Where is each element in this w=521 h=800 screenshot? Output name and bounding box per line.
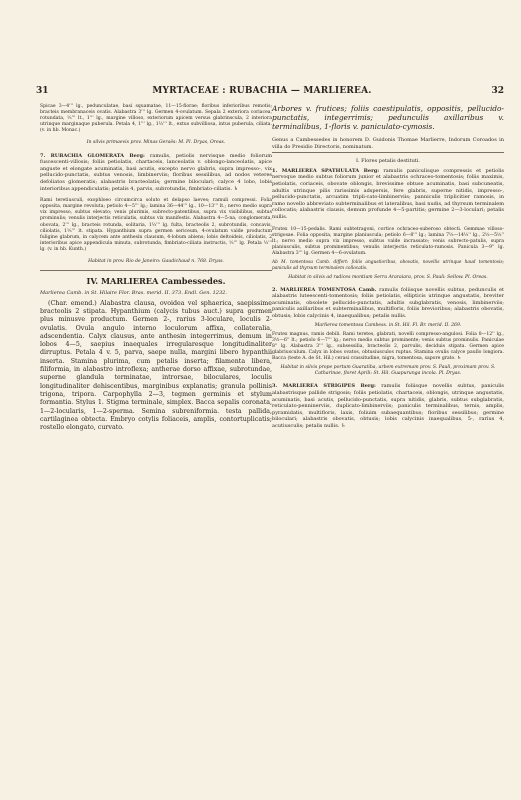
- species-entry: [272, 287, 504, 320]
- species-title: 2. MARLIEREA TOMENTOSA Camb.: [272, 286, 377, 293]
- species-title: 3. MARLIEREA STRIGIPES Berg:: [272, 383, 376, 390]
- running-header: [20, 86, 504, 100]
- species-note: Ab M. tomentosa Camb. differt: foliis angustioribus, obovatis, novellis utrinque haud tomentosis; paniculis ad thyrsum terminalem collocatis.: [272, 260, 504, 271]
- left-column: [40, 104, 272, 432]
- genus-citation: Marlierea Camb. in St. Hilaire Flor. Bras. merid. II. 373. Endl. Gen. 1232.: [40, 290, 227, 297]
- running-title: MYRTACEAE : RUBACHIA — MARLIEREA.: [152, 86, 372, 96]
- genus-habit: Arbores v. frutices; foliis caestipulatis, oppositis, pellucido-punctatis, integerrimis; pedunculis axillaribus v. terminalibus, 1-floris v. paniculato-cymosis.: [272, 104, 504, 131]
- genus-heading: IV. MARLIEREA Cambessedes.: [86, 276, 226, 287]
- habitat-note: In silvis primaevis prov. Minas Geraës: M. Pl. Dryas, Oreas.: [86, 140, 226, 146]
- species-citation: Marlierea tomentosa Cambess. in St. Hil. Fl. Br. merid. II. 269.: [314, 322, 462, 328]
- right-column: [272, 104, 504, 430]
- species-entry: [40, 153, 272, 193]
- habitat-note: Habitat in silvis prope portum Guaratiba, urbem extremam prov. S. Pauli, proximam prov. S. Catharinae, floret Aprili: St. Hil. Guapurunga incola. Pl. Dryas.: [280, 365, 496, 377]
- species-diagnosis: ramulis foliisque novellis subtus, paniculis alabastrisque pallide strigosis; foliis petiolatis, chartaceis, oblongis, utrinque angustatis, acuminatis, basi acutis, pellucido-punctatis, supra nitidis, glabris, subtus subglabratis, reticulato-penninerviis, duplicato-limbinerviis; paniculis terminalibus, ternis, amplis, pyramidatis, multifloris, laxis, foliuim subaequantibus; floribus sessilibus; germine biloculari; alabastris obovatis, obtusis; lobis calycinis inaequalibus, 5-, rarius 4, acutiusculis; petalis nullis. ♄: [272, 383, 504, 429]
- genus-description: (Char. emend.) Alabastra clausa, ovoidea vel sphaerica, saepissime bracteolis 2 stipata. Hypanthium (calycis tubus auct.) supra germen plus minusve productum. Germen 2-, rarius 3-loculare, loculis 2-ovulatis. Ovula angulo interno loculorum affixa, collateralia, adscendentia. Calyx clausus, ante anthesin integerrimus, demum in lobos 4—5, saepius inaequales irregularesque longitudinaliter dirruptus. Petala 4 v. 5, parva, saepe nulla, margini libero hypanthii inserta. Stamina plurima, cum petalis inserta; filamenta libera, filiformia, in alabastro introflexa; antherae dorso affixae, subrotundae, superne glandula terminatae, introrsae, biloculares, loculis longitudinaliter dehiscentibus, marginibus explanatis; granula pollinis trigona, tripora. Carpophylla 2—3, tegmen germinis et stylum formantia. Stylus 1. Stigma terminale, simplex. Bacca sepalis coronata, 1—2-locularis, 1—2-sperma. Semina subreniformia. testa pallida, cartilaginea obtecta. Embryo cotylis foliaceis, amplis, contortuplicatis; rostello elongato, curvato.: [40, 299, 272, 432]
- species-detail: Rami teretiusculi, exophloeo circumcirca soluto et delapso laeves; ramuli compressi. Folia opposita, margine revoluta; petiolo 4—5''' lg.; lamina 36—44''' lg., 10—13''' lt.; nervo medio supra vix impresso, subtus elevato; venis plurimis, subrecto-patentibus, supra vix visibilibus, subtus prominulis; venulis interjectis reticulatis, subtus vix manifestis. Alabastra 4—5-na, conglomerata, obovata, 2''' lg., bracteis rotunda, solitaria, 1⅓''' lg. fulta, bracteolis 2, subrotundis, concavis, ciliolatis, 1⅓''' lt. stipata. Hypanthium supra germen sericeum, 4-ovulatum valde productum fuligine glabrum, in calycem ante anthesin clausum, 4-lobum abiens; lobis deltoideis, ciliolatis, 2 interioribus apice appendicula minuta, subrotunda, fimbriato-ciliata instructis, ⅓''' lg. Petala ⅓''' lg. (v. in hb. Kunth.): [40, 198, 272, 252]
- species-entry: [272, 383, 504, 429]
- species-entry: [272, 168, 504, 221]
- species-diagnosis: ramulis, petiolis nervisque medio foliorum fuscescenti-villosis; foliis petiolatis, chartaceis, lanceolatis v. oblongo-lanceolatis, apice anguste et elongate acuminatis, basi acutis, excepto nervo glabris, supra impresso-, vix pellucido-punctatis, subtus venosis, limbinerviis; floribus sessilibus, ad nodos veteres defoliatos glomeratis; alabastris bracteolatis; germine biloculari; calyce 4 lobo, lobis interioribus appendiculatis; petalis 4, parvis, subrotundis, fimbriato-ciliatis. ♄: [40, 152, 272, 192]
- species-detail: Frutex 10—15-pedalis. Rami subtetragoni, cortice ochraceo-suberoso obtecti. Gemmae villoso-strigosae. Folia opposita, margine planiuscula; petiolo 6—8''' lg.; lamina 7⅓—14⅓'' lg., 2⅓—5⅓'' lt.; nervo medio supra vix impresso, subtus valde incrassato; venis subrecto-patulis, supra planiusculis, subtus prominentibus; venulis interjectis reticulato-ramosis. Panicula 3—9'' lg. Alabastra 3''' lg. Germen 4—6-ovulatum.: [272, 226, 504, 256]
- page-number-right: 32: [491, 86, 504, 96]
- species-diagnosis: ramulis foliisque novellis subtus, pedunculis et alabastris luteescenti-tomentosis; foliis petiolatis, ellipticis utrinque angustatis, breviter acuminatis, obsolete pellucido-punctatis, adultis subglabratis, venosis, limbinerviis; paniculis axillaribus et subterminalibus, multifloris, foliis brevioribus; alabastris obovatis, obtusis; lobis calycinis 4, inaequalibus; petalis nullis.: [272, 286, 505, 320]
- species-title: 7. RUBACHIA GLOMERATA Berg:: [40, 152, 145, 159]
- continued-description: Spicae 3—4''' lg., pedunculatae, basi squamatae, 11—15-florae; floribus inferioribus remotis; bracteis membranaceis ovatis. Alabastra 3''' lg. Germen 4-ovulatum. Sepala 2 exteriora coriacea, rotundata, ⅓''' lt., 1''' lg., margine villoso, exteriorum apicem versus glabrinscula, 2 interiora utrinque marginaque puberula. Petala 4, 1''' lg., 1⅓''' lt., extus subvilliosa, intus puberula, ciliata. (v. in hb. Monac.): [40, 104, 272, 134]
- genus-dedication: Genus a Cambessedes in honorem D. Guidonis Thomae Marlierre, Indorum Coroados in villa do Presidio Directoris, nominatum.: [272, 137, 504, 150]
- section-heading: I. Flores petalis destituti.: [355, 158, 420, 165]
- species-detail: Frutex magnus, ramis debili. Rami teretes, glabrati, novelli compresso-angulosi. Folia 8—12'' lg., 3½—6'' lt.; petiolo 6—7''' lg.; nervo medio subtus prominente; venis subtus prominulis. Paniculae 8'' lg. Alabastra 3''' lg., subsessilia, bracteolis 2, parvulis, deciduis stipata. Germen apice glabriusculum. Calyx in lobos ovatos, obtusiusculos ruptus. Stamina ovulis calyce paullo longiora. Bacca (teste A. de St. Hil.) cerasi crassitudine, nigra, tomentosa, sapore grato. ♄: [272, 331, 504, 362]
- habitat-note: Habitat in silvis ad radices montium Serra Araraiara, prov. S. Pauli: Sellow. Pl. Oreas.: [288, 274, 488, 280]
- species-diagnosis: ramulis paniculisque compressis et petiolis nervoque medio subtus foliorum junior et alabastris ochraceo-tomentosis; foliis maximis, petiolatis, coriaceis, obovate oblongis, brevissime obtuse acuminatis, basi subcuneatis, adultis utrinque pilis rarissimis adspersis, fere glabris, superne nitidis, impresso-, pellucido-punctatis, arcuatim tripli-cato-limbinerviis; panniculis triplicitier ramosis, in ramo novello abbreviato subterminalibus et lateralibus, basi nudis, ad thyrsum terminalem collocatis; alabastris clausis, demum profunde 4—5-partitis; germine 2—3-loculari; petalis nullis.: [272, 167, 504, 220]
- habitat-note: Habitat in prov. Rio de Janeiro: Gaudichaud n. 768. Dryas.: [88, 258, 224, 264]
- page-number-left: 31: [36, 86, 49, 96]
- species-title: 1. MARLIEREA SPATHULATA Berg:: [272, 167, 380, 174]
